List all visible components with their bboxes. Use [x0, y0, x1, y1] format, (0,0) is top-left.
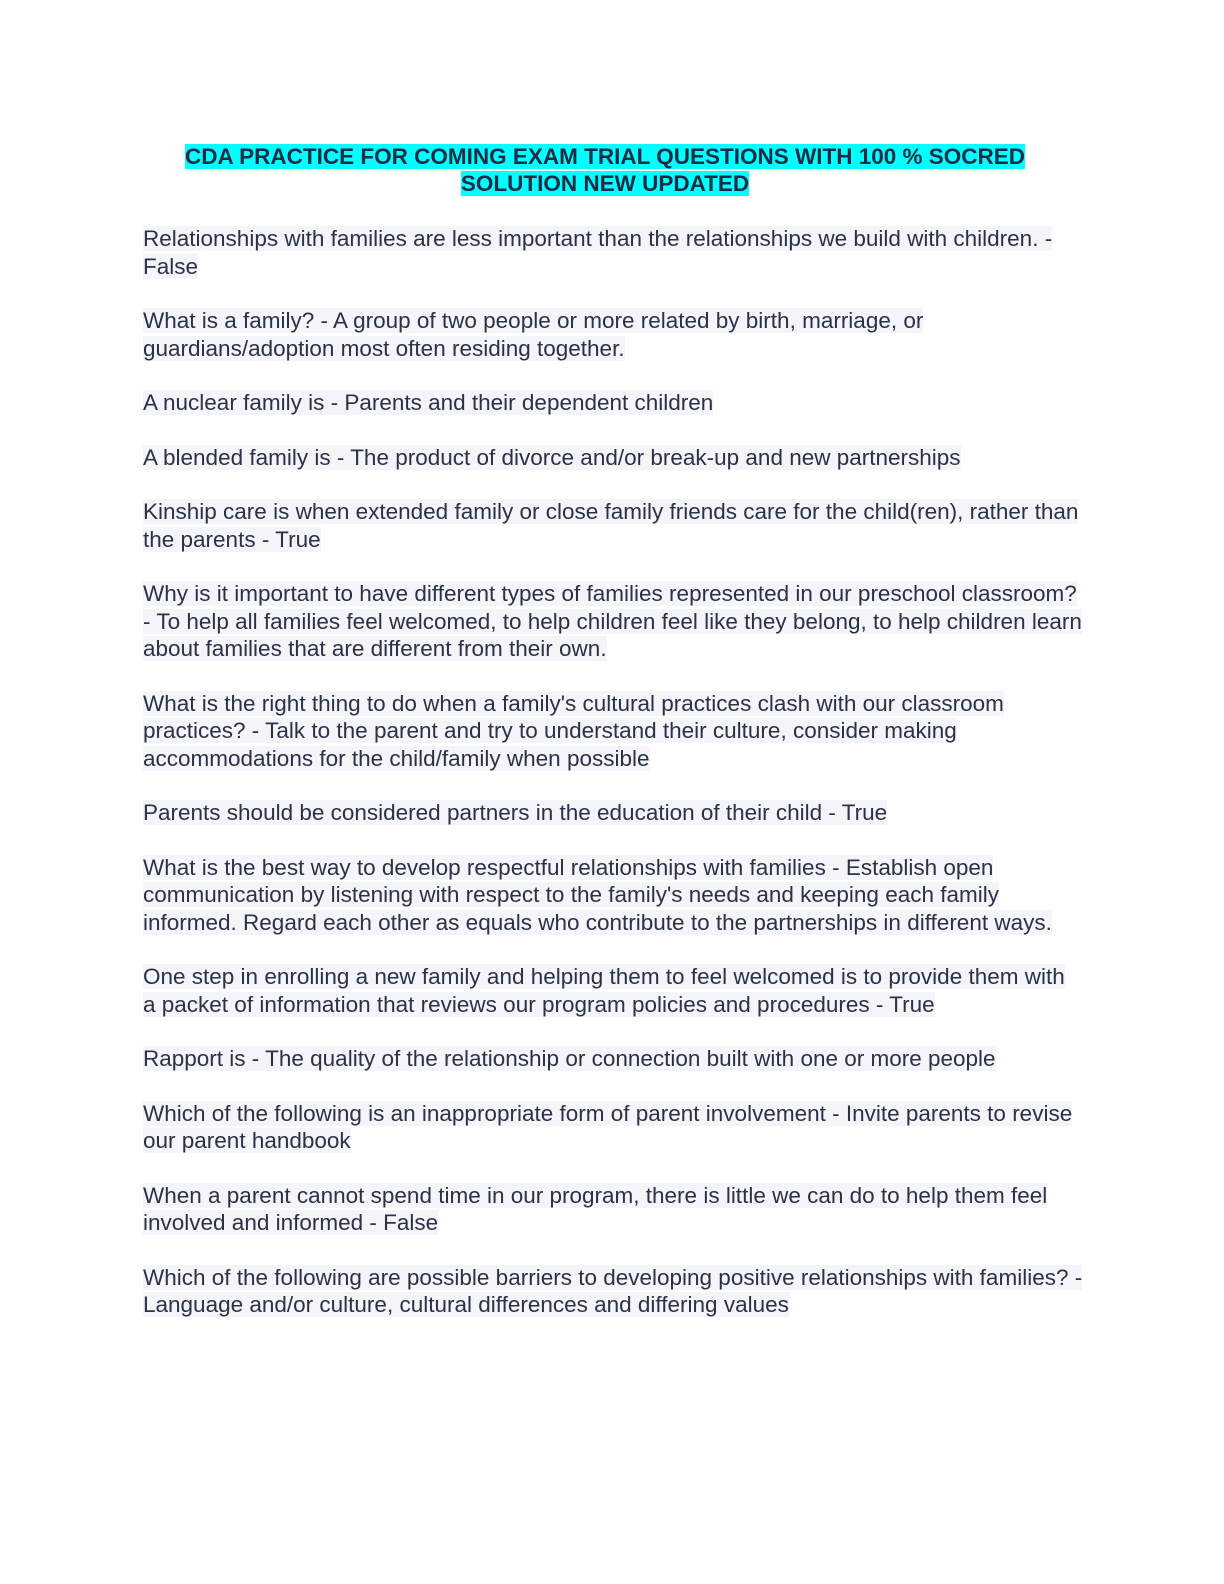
question-item	[143, 498, 1083, 553]
question-item	[143, 307, 1083, 362]
question-text: Parents should be considered partners in the education of their child - True	[143, 800, 888, 825]
question-item	[143, 854, 1083, 937]
question-text: Why is it important to have different types of families represented in our preschool classroom? - To help all families feel welcomed, to help children feel like they belong, to help children learn about families that are different from their own.	[143, 581, 1082, 661]
question-item	[143, 690, 1083, 773]
question-item	[143, 1045, 1083, 1073]
question-text: Kinship care is when extended family or close family friends care for the child(ren), rather than the parents - True	[143, 499, 1079, 552]
question-item	[143, 1182, 1083, 1237]
question-text: Rapport is - The quality of the relationship or connection built with one or more people	[143, 1046, 996, 1071]
document-title	[130, 143, 1080, 197]
question-text: What is a family? - A group of two people or more related by birth, marriage, or guardians/adoption most often residing together.	[143, 308, 924, 361]
question-text: What is the right thing to do when a family's cultural practices clash with our classroom practices? - Talk to the parent and try to understand their culture, consider making accommodations for the child/family when possible	[143, 690, 1004, 771]
question-item	[143, 799, 1083, 827]
question-text: Relationships with families are less important than the relationships we build with children. - False	[143, 226, 1053, 279]
title-line-2: SOLUTION NEW UPDATED	[460, 171, 750, 196]
question-text: Which of the following is an inappropriate form of parent involvement - Invite parents to revise our parent handbook	[143, 1100, 1073, 1153]
question-item	[143, 389, 1083, 417]
question-text: Which of the following are possible barriers to developing positive relationships with families? - Language and/or culture, cultural differences and differing values	[143, 1264, 1083, 1317]
question-text: A blended family is - The product of divorce and/or break-up and new partnerships	[143, 444, 961, 470]
question-text: When a parent cannot spend time in our program, there is little we can do to help them feel involved and informed - False	[143, 1182, 1048, 1235]
question-list	[143, 225, 1083, 1346]
question-item	[143, 1100, 1083, 1155]
question-text: A nuclear family is - Parents and their dependent children	[143, 390, 714, 415]
question-item	[143, 225, 1083, 280]
question-item	[143, 444, 1083, 472]
question-text: What is the best way to develop respectful relationships with families - Establish open communication by listening with respect to the family's needs and keeping each family informed. Regard each other as equals who contribute to the partnerships in different ways.	[143, 854, 1052, 935]
title-line-1: CDA PRACTICE FOR COMING EXAM TRIAL QUESTIONS WITH 100 % SOCRED	[184, 144, 1026, 169]
question-item	[143, 963, 1083, 1018]
question-item	[143, 580, 1083, 663]
question-text: One step in enrolling a new family and helping them to feel welcomed is to provide them with a packet of information that reviews our program policies and procedures - True	[143, 964, 1065, 1017]
question-item	[143, 1264, 1083, 1319]
